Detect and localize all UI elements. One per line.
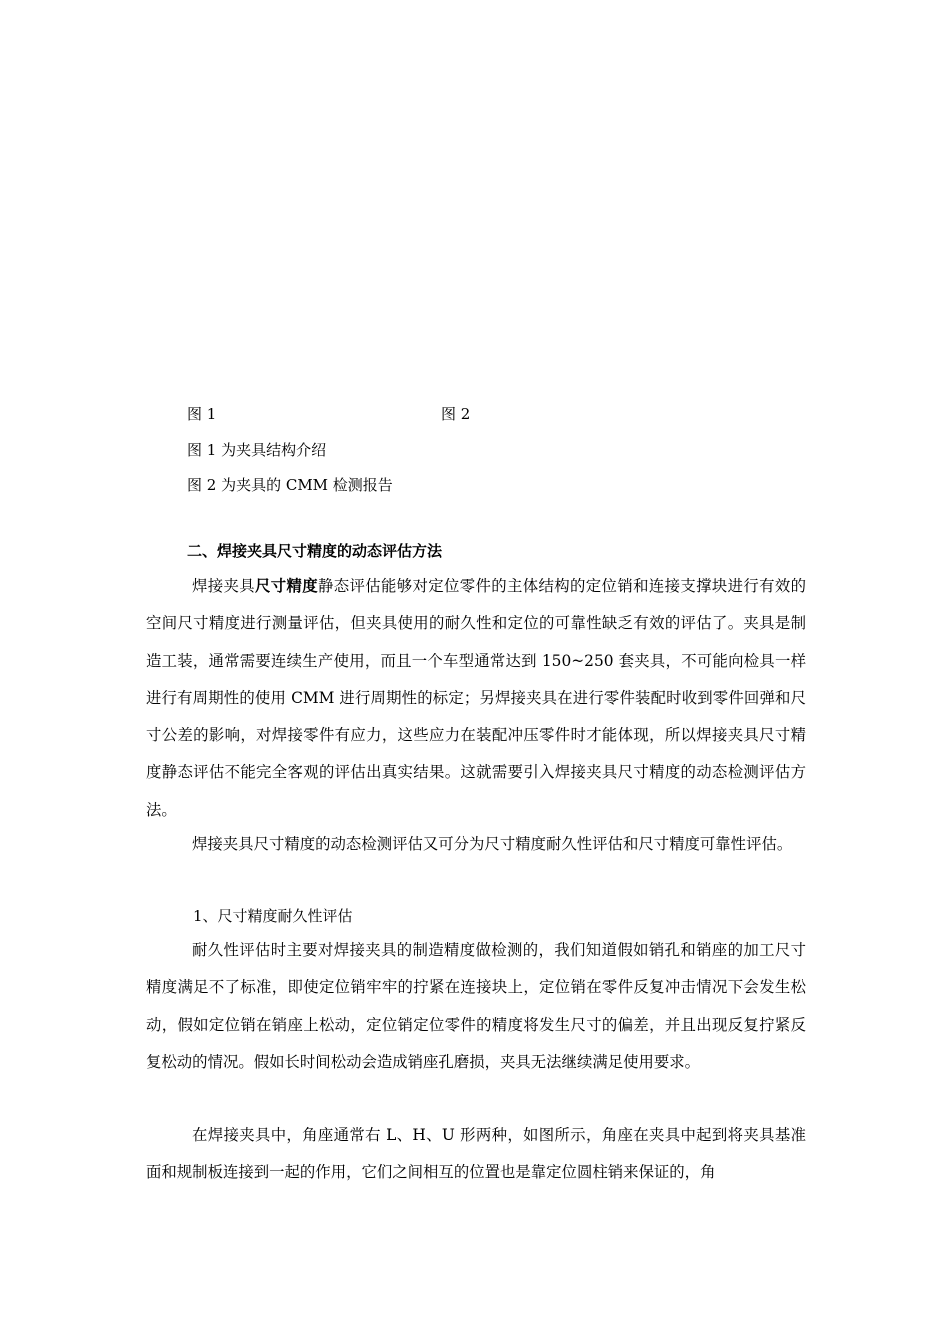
figure-2-label: 图 2 <box>441 405 471 423</box>
paragraph-durability: 耐久性评估时主要对焊接夹具的制造精度做检测的，我们知道假如销孔和销座的加工尺寸精度满足不了标准，即使定位销牢牢的拧紧在连接块上，定位销在零件反复冲击情况下会发生松动，假如定位销在销座上松动，定位销定位零件的精度将发生尺寸的偏差，并且出现反复拧紧反复松动的情况。假如长时间松动会造成销座孔磨损，夹具无法继续满足使用要求。 <box>146 941 806 1071</box>
figure-1-label: 图 1 <box>187 405 217 423</box>
paragraph-body: 静态评估能够对定位零件的主体结构的定位销和连接支撑块进行有效的空间尺寸精度进行测量评估，但夹具使用的耐久性和定位的可靠性缺乏有效的评估了。夹具是制造工装，通常需要连续生产使用，而且一个车型通常达到 150~250 套夹具，不可能向检具一样进行有周期性的使用 CMM 进行周期性的标定；另焊接夹具在进行零件装配时收到零件回弹和尺寸公差的影响，对焊接零件有应力，这些应力在装配冲压零件时才能体现，所以焊接夹具尺寸精度静态评估不能完全客观的评估出真实结果。这就需要引入焊接夹具尺寸精度的动态检测评估方法。 <box>146 577 806 819</box>
paragraph-corner-seat: 在焊接夹具中，角座通常右 L、H、U 形两种，如图所示，角座在夹具中起到将夹具基准面和规制板连接到一起的作用，它们之间相互的位置也是靠定位圆柱销来保证的，角 <box>146 1126 806 1182</box>
section-heading: 二、焊接夹具尺寸精度的动态评估方法 <box>187 542 443 560</box>
paragraph-static-evaluation <box>146 568 806 829</box>
caption-figure-1: 图 1 为夹具结构介绍 <box>187 441 327 459</box>
paragraph-prefix: 焊接夹具 <box>192 577 256 595</box>
subsection-heading: 1、尺寸精度耐久性评估 <box>193 907 353 925</box>
paragraph-bold-term: 尺寸精度 <box>255 577 319 595</box>
caption-figure-2: 图 2 为夹具的 CMM 检测报告 <box>187 476 393 494</box>
paragraph-dynamic-evaluation: 焊接夹具尺寸精度的动态检测评估又可分为尺寸精度耐久性评估和尺寸精度可靠性评估。 <box>192 835 793 853</box>
